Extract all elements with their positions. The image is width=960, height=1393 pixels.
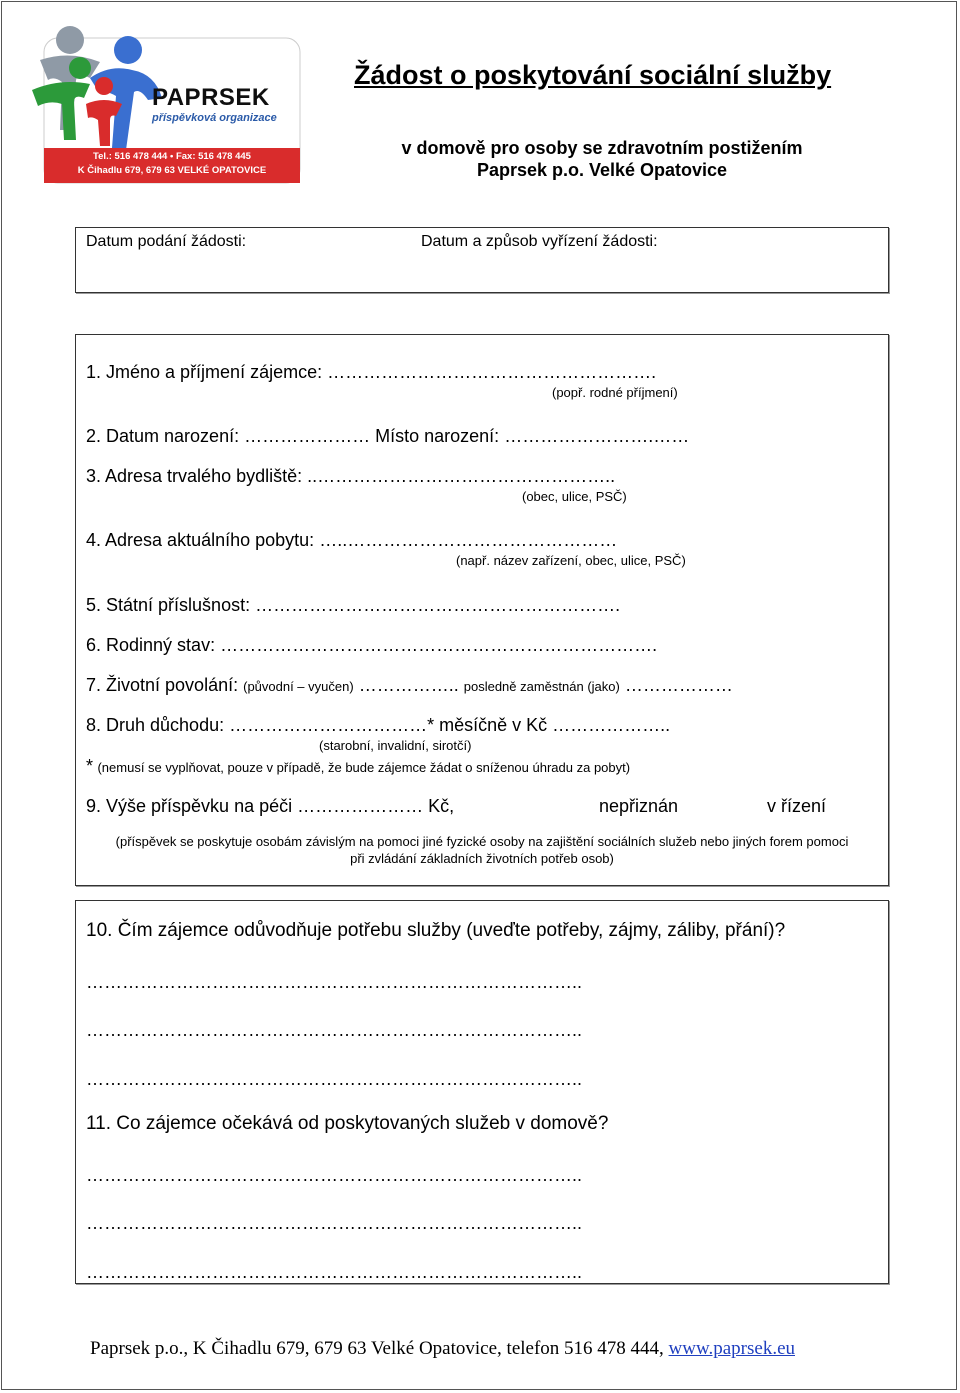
dates-box xyxy=(75,227,889,293)
current-address-note: (např. název zařízení, obec, ulice, PSČ) xyxy=(456,553,686,568)
logo-contact-line2: K Čihadlu 679, 679 63 VELKÉ OPATOVICE xyxy=(77,165,267,176)
pension-footnote xyxy=(86,756,630,777)
care-allowance-note-line2: při zvládání základních životních potřeb osob) xyxy=(350,851,614,866)
occupation-original-dots: …………….. xyxy=(358,675,459,695)
website-link[interactable]: www.paprsek.eu xyxy=(668,1338,795,1359)
birth-row[interactable] xyxy=(86,426,689,447)
logo-name: PAPRSEK xyxy=(152,84,270,111)
personal-info-box xyxy=(75,334,889,886)
birth-place-label: Místo narození: xyxy=(375,426,500,446)
footnote-text: (nemusí se vyplňovat, pouze v případě, že bude zájemce žádat o sníženou úhradu za pobyt) xyxy=(97,760,631,775)
care-allowance-note-line1: (příspěvek se poskytuje osobám závislým na pomoci jiné fyzické osoby na zajištění sociálních služeb nebo jiných forem pomoci xyxy=(115,834,849,849)
logo-subtitle: příspěvková organizace xyxy=(152,112,277,124)
pension-field[interactable] xyxy=(86,715,670,736)
current-address-field[interactable] xyxy=(86,530,617,551)
pension-monthly-label: * měsíčně v Kč xyxy=(427,715,548,735)
care-allowance-field[interactable] xyxy=(86,796,454,817)
permanent-address-note: (obec, ulice, PSČ) xyxy=(522,489,627,504)
birth-date-label: 2. Datum narození: xyxy=(86,426,240,446)
occupation-field[interactable] xyxy=(86,675,733,696)
page-subtitle-line1: v domově pro osoby se zdravotním postižením xyxy=(401,138,803,158)
marital-status-field[interactable] xyxy=(86,635,657,656)
current-address-dots: …..……………………………………… xyxy=(319,530,618,550)
page-title: Žádost o poskytování sociální služby xyxy=(354,60,832,90)
submission-date-label: Datum podání žádosti: xyxy=(86,233,247,250)
question-11-line-2[interactable]: ……………………………………………………………………….. xyxy=(86,1213,583,1233)
question-11-label: 11. Co zájemce očekává od poskytovaných služeb v domově? xyxy=(86,1113,609,1134)
birth-place-dots: …………………….…… xyxy=(504,426,690,446)
marital-status-dots: ………………………………………………………………. xyxy=(220,635,658,655)
pension-type-label: 8. Druh důchodu: xyxy=(86,715,225,735)
footnote-star: * xyxy=(86,756,94,776)
citizenship-label: 5. Státní příslušnost: xyxy=(86,595,251,615)
question-10-line-1[interactable]: ……………………………………………………………………….. xyxy=(86,972,583,992)
care-allowance-pending-option[interactable]: v řízení xyxy=(767,796,827,816)
occupation-original-label: (původní – vyučen) xyxy=(243,679,354,694)
name-dots: ………………………………………………. xyxy=(327,362,657,382)
birth-date-dots: ………………… xyxy=(244,426,371,446)
resolution-date-label: Datum a způsob vyřízení žádosti: xyxy=(421,233,658,250)
footer-address: Paprsek p.o., K Čihadlu 679, 679 63 Velké Opatovice, telefon 516 478 444, xyxy=(90,1338,664,1359)
occupation-label: 7. Životní povolání: xyxy=(86,675,239,695)
open-questions-box xyxy=(75,900,889,1284)
pension-type-note: (starobní, invalidní, sirotčí) xyxy=(319,738,472,753)
logo-contact-line1: Tel.: 516 478 444 • Fax: 516 478 445 xyxy=(93,151,251,162)
question-10-line-3[interactable]: ……………………………………………………………………….. xyxy=(86,1069,583,1089)
permanent-address-field[interactable] xyxy=(86,466,615,487)
care-allowance-dots: ………………… xyxy=(297,796,424,816)
page-subtitle-line2: Paprsek p.o. Velké Opatovice xyxy=(476,160,728,180)
pension-monthly-dots: ……………….. xyxy=(552,715,671,735)
care-allowance-denied-option[interactable]: nepřiznán xyxy=(599,796,679,816)
question-11-line-1[interactable]: ……………………………………………………………………….. xyxy=(86,1165,583,1185)
paprsek-logo xyxy=(30,20,302,185)
permanent-address-label: 3. Adresa trvalého bydliště: xyxy=(86,466,303,486)
pension-type-dots: …………………………… xyxy=(229,715,428,735)
citizenship-field[interactable] xyxy=(86,595,620,616)
care-allowance-label: 9. Výše příspěvku na péči xyxy=(86,796,293,816)
question-11-line-3[interactable]: ……………………………………………………………………….. xyxy=(86,1262,583,1282)
question-10-label: 10. Čím zájemce odůvodňuje potřebu služby (uveďte potřeby, zájmy, záliby, přání)? xyxy=(86,920,786,941)
name-note: (popř. rodné příjmení) xyxy=(552,385,678,400)
name-label: 1. Jméno a příjmení zájemce: xyxy=(86,362,323,382)
footer xyxy=(90,1338,795,1360)
care-allowance-currency: Kč, xyxy=(428,796,455,816)
occupation-last-dots: ……………… xyxy=(624,675,733,695)
name-field[interactable] xyxy=(86,362,656,383)
document-page xyxy=(1,1,957,1390)
marital-status-label: 6. Rodinný stav: xyxy=(86,635,216,655)
citizenship-dots: ……………………………………………………. xyxy=(255,595,621,615)
permanent-address-dots: ..………………………………………….. xyxy=(307,466,616,486)
occupation-last-label: posledně zaměstnán (jako) xyxy=(463,679,620,694)
current-address-label: 4. Adresa aktuálního pobytu: xyxy=(86,530,315,550)
question-10-line-2[interactable]: ……………………………………………………………………….. xyxy=(86,1020,583,1040)
